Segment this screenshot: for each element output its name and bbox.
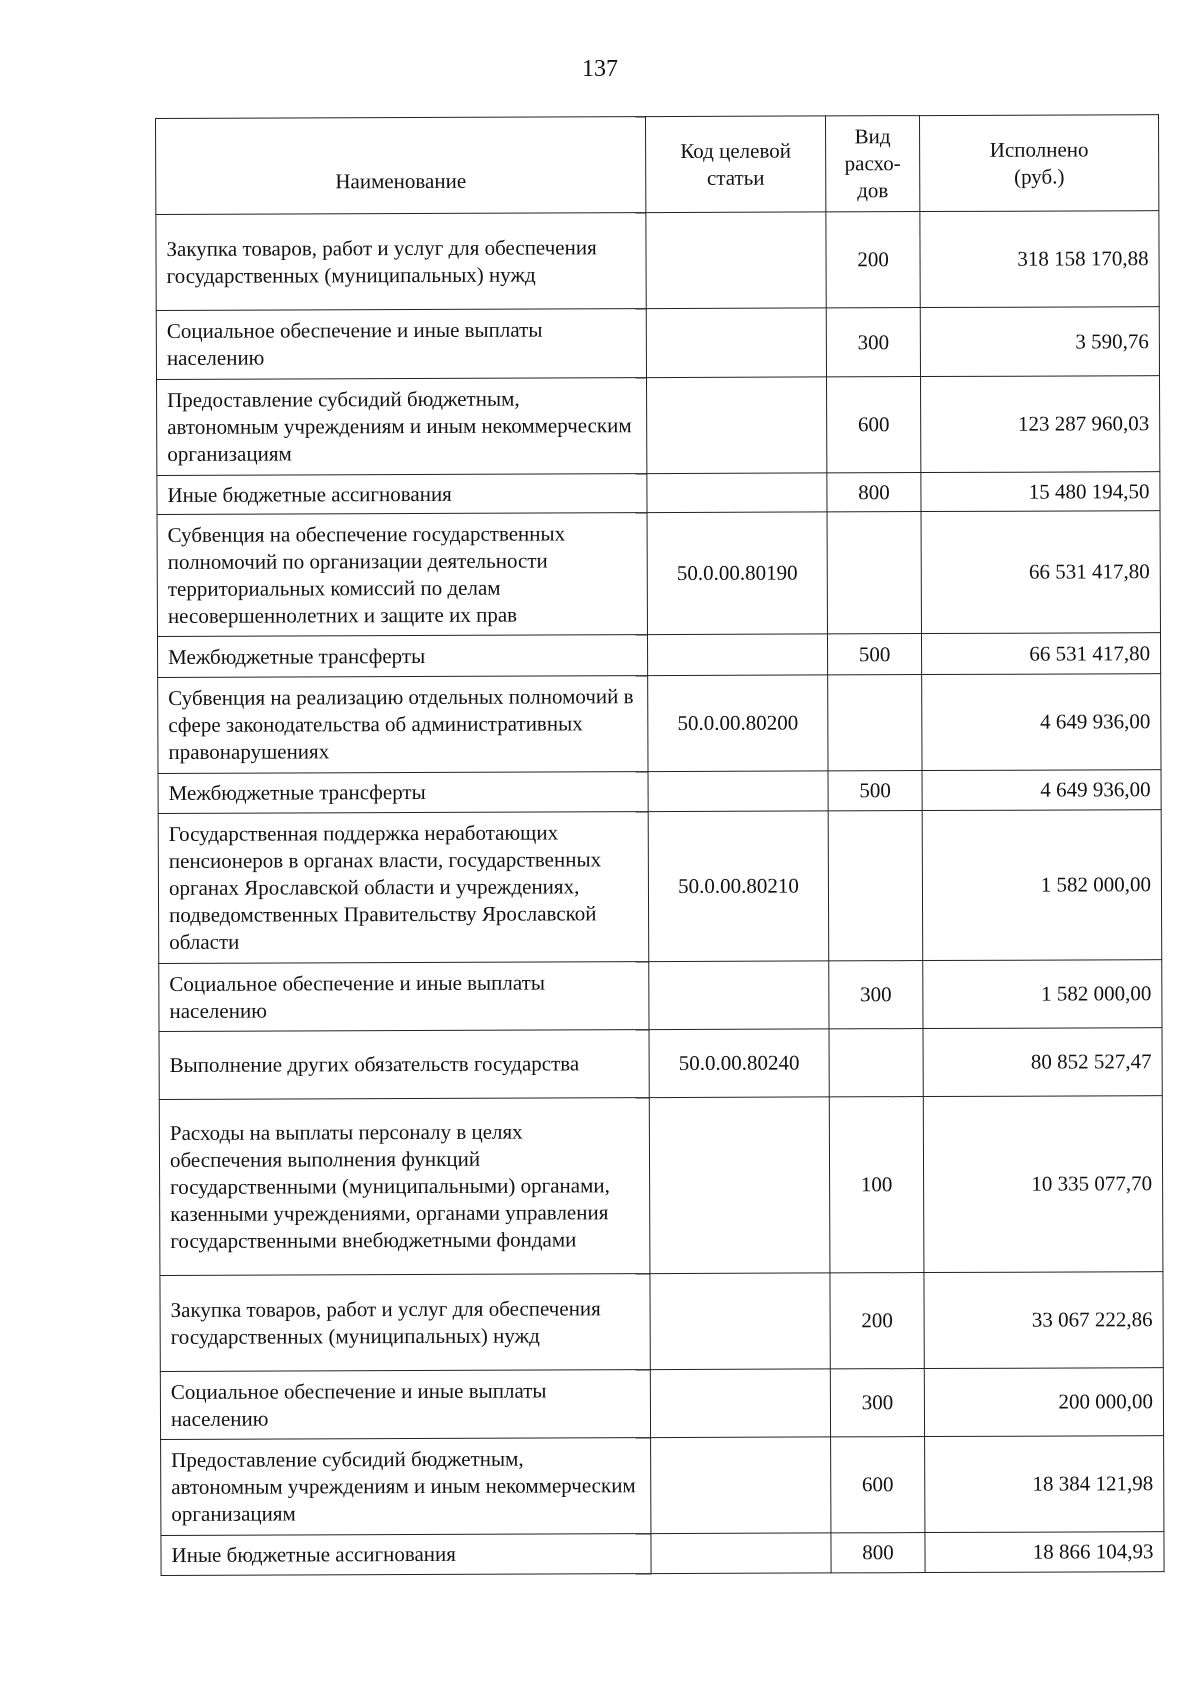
cell-type: [829, 1029, 923, 1097]
table-row: [159, 960, 1162, 1032]
cell-code: 50.0.00.80210: [648, 811, 829, 962]
cell-name: Расходы на выплаты персоналу в целях обеспечения выполнения функций государственными (муниципальными) органами, казенными учреждениями, органами управления государственными внебюджетными фондами: [159, 1098, 650, 1276]
table-row: [157, 472, 1160, 515]
cell-code: 50.0.00.80190: [647, 512, 827, 635]
cell-name: Субвенция на обеспечение государственных полномочий по организации деятельности территориальных комиссий по делам несовершеннолетних и защите их прав: [157, 513, 647, 637]
cell-name: Социальное обеспечение и иные выплаты населению: [156, 309, 646, 380]
cell-name: Межбюджетные трансферты: [157, 635, 647, 678]
cell-amount: 1 582 000,00: [923, 960, 1162, 1029]
table-row: [158, 810, 1162, 964]
budget-sheet: [155, 114, 1164, 1576]
page-number: 137: [582, 56, 618, 82]
cell-type: [828, 811, 923, 961]
cell-amount: 10 335 077,70: [923, 1096, 1163, 1273]
table-row: [157, 511, 1160, 637]
cell-name: Социальное обеспечение и иные выплаты населению: [159, 962, 649, 1032]
cell-amount: 15 480 194,50: [921, 472, 1160, 512]
cell-code: [648, 771, 828, 812]
table-row: [157, 376, 1160, 476]
cell-type: 500: [828, 771, 922, 811]
header-type: Вид расхо-дов: [825, 116, 919, 212]
cell-type: 100: [829, 1097, 924, 1273]
cell-amount: 200 000,00: [924, 1368, 1163, 1437]
table-body: [156, 211, 1164, 1576]
cell-code: 50.0.00.80200: [648, 675, 828, 772]
cell-amount: 66 531 417,80: [921, 633, 1160, 675]
cell-name: Субвенция на реализацию отдельных полномочий в сфере законодательства об административных правонарушениях: [158, 676, 648, 774]
cell-amount: 18 384 121,98: [925, 1436, 1164, 1533]
cell-type: 300: [830, 1369, 924, 1437]
table-row: [161, 1532, 1164, 1576]
cell-code: 50.0.00.80240: [649, 1029, 829, 1098]
cell-name: Предоставление субсидий бюджетным, автономным учреждениям и иным некоммерческим организациям: [157, 378, 647, 476]
table-row: [157, 633, 1160, 678]
cell-type: 300: [826, 308, 920, 377]
table-row: [158, 770, 1161, 814]
cell-name: Выполнение других обязательств государства: [159, 1030, 649, 1100]
header-code: Код целевой статьи: [645, 116, 825, 213]
cell-name: Предоставление субсидий бюджетным, автономным учреждениям и иным некоммерческим организациям: [161, 1438, 651, 1536]
table-row: [160, 1368, 1163, 1440]
budget-table: [155, 114, 1165, 1576]
cell-code: [647, 377, 827, 474]
table-row: [156, 307, 1159, 380]
cell-amount: 80 852 527,47: [923, 1028, 1162, 1097]
cell-code: [646, 308, 826, 378]
cell-amount: 4 649 936,00: [922, 674, 1161, 771]
table-row: [156, 211, 1159, 311]
table-row: [161, 1436, 1164, 1536]
table-row: [158, 674, 1161, 774]
cell-code: [647, 634, 827, 676]
cell-name: Закупка товаров, работ и услуг для обеспечения государственных (муниципальных) нужд: [160, 1274, 650, 1372]
table-row: [159, 1096, 1163, 1276]
cell-type: [827, 512, 921, 634]
cell-type: 600: [826, 377, 920, 473]
cell-code: [649, 961, 829, 1030]
cell-name: Государственная поддержка неработающих пенсионеров в органах власти, государственных органах Ярославской области и учреждениях, подведомственных Правительству Ярославской области: [158, 812, 649, 964]
header-name: Наименование: [156, 117, 646, 215]
cell-amount: 123 287 960,03: [920, 376, 1159, 473]
cell-code: [650, 1369, 830, 1438]
cell-code: [651, 1437, 831, 1534]
cell-amount: 66 531 417,80: [921, 511, 1160, 634]
cell-type: 600: [831, 1437, 925, 1533]
cell-type: 500: [827, 634, 921, 675]
cell-code: [649, 1097, 830, 1274]
cell-code: [646, 212, 826, 309]
table-row: [159, 1028, 1162, 1100]
cell-amount: 1 582 000,00: [922, 810, 1162, 961]
cell-amount: 18 866 104,93: [925, 1532, 1164, 1573]
table-row: [160, 1272, 1163, 1372]
cell-name: Социальное обеспечение и иные выплаты населению: [160, 1370, 650, 1440]
table-header-row: [156, 115, 1159, 215]
cell-code: [647, 473, 827, 513]
cell-name: Иные бюджетные ассигнования: [161, 1534, 651, 1576]
cell-type: 800: [827, 473, 921, 512]
cell-name: Закупка товаров, работ и услуг для обеспечения государственных (муниципальных) нужд: [156, 213, 646, 311]
cell-amount: 33 067 222,86: [924, 1272, 1163, 1369]
cell-amount: 318 158 170,88: [920, 211, 1159, 308]
cell-amount: 4 649 936,00: [922, 770, 1161, 811]
cell-type: 300: [829, 961, 923, 1029]
cell-amount: 3 590,76: [920, 307, 1159, 377]
cell-type: [828, 675, 922, 771]
cell-code: [650, 1273, 830, 1370]
cell-code: [651, 1533, 831, 1574]
cell-type: 200: [826, 212, 920, 308]
cell-type: 800: [831, 1533, 925, 1573]
cell-name: Межбюджетные трансферты: [158, 772, 648, 814]
header-amount: Исполнено (руб.): [919, 115, 1158, 212]
cell-name: Иные бюджетные ассигнования: [157, 474, 647, 515]
cell-type: 200: [830, 1273, 924, 1369]
